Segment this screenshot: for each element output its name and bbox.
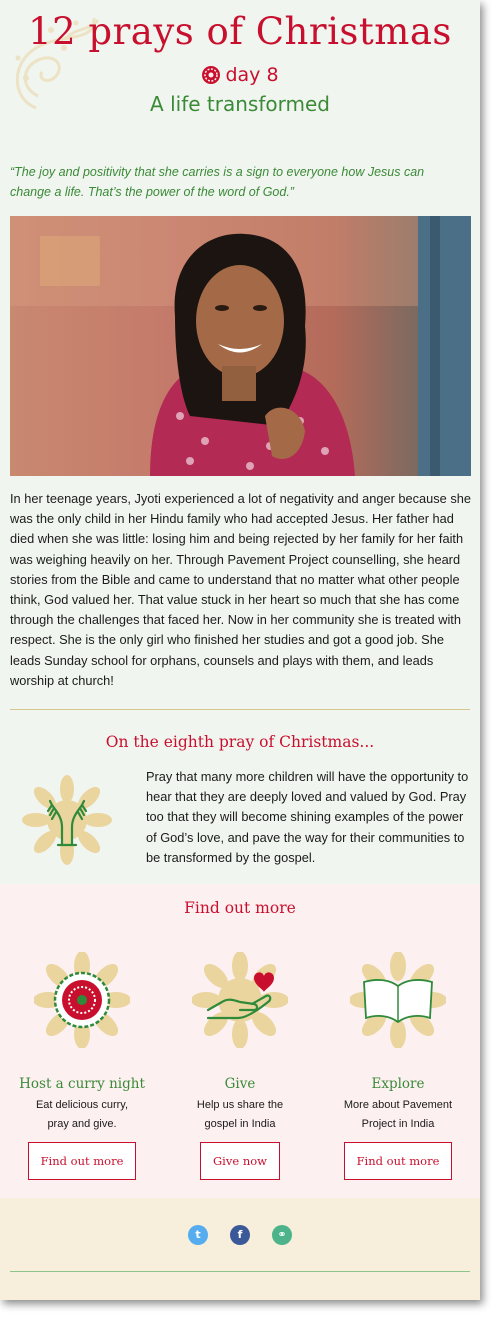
footer <box>0 1198 480 1300</box>
column-description-line: Eat delicious curry, <box>35 1099 129 1111</box>
story-subtitle: A life transformed <box>150 92 330 116</box>
twitter-icon[interactable]: t <box>188 1225 208 1245</box>
column-title: Give <box>224 1076 256 1092</box>
header <box>0 0 480 148</box>
portrait-illustration <box>10 216 471 476</box>
give-now-button[interactable]: Give now <box>200 1142 280 1180</box>
column-title: Host a curry night <box>19 1076 145 1092</box>
prayer-text: Pray that many more children will have the opportunity to hear that they are deeply loved and valued by God. Pray too that they will become shining examples of the power of God’s love, and pave the way for their communities to be transformed by the gospel. <box>146 769 469 865</box>
column-description-line: Help us share the <box>196 1099 284 1111</box>
column-curry-night <box>2 952 162 1180</box>
find-out-more-heading: Find out more <box>184 899 296 917</box>
curry-find-out-more-button[interactable]: Find out more <box>28 1142 137 1180</box>
column-explore <box>318 952 478 1180</box>
quote: “The joy and positivity that she carries is a sign to everyone how Jesus can change a life. That’s the power of the word of God.” <box>10 165 425 199</box>
footer-divider <box>10 1271 470 1272</box>
pray-heading: On the eighth pray of Christmas... <box>105 733 375 751</box>
column-description-line: gospel in India <box>204 1118 276 1130</box>
story-text: In her teenage years, Jyoti experienced a lot of negativity and anger because she was the only child in her Hindu family who had accepted Jesus. Her father had died when she was little: losing him and being rejected by her family for her faith was weighing heavily on her. Through Pavement Project counselling, she heard stories from the Bible and came to understand that no matter what other people think, God valued her. That value stuck in her heart so much that she has come through the challenges that faced her. Now in her community she is treated with respect. She is the only girl who finished her studies and got a good job. She leads Sunday school for orphans, counsels and plays with them, and leads worship at church! <box>10 491 471 688</box>
explore-find-out-more-button[interactable]: Find out more <box>344 1142 453 1180</box>
day-label: day 8 <box>225 64 279 86</box>
jyoti-photo <box>10 216 471 476</box>
column-description <box>2 1096 162 1134</box>
link-icon[interactable]: ⚭ <box>272 1225 292 1245</box>
column-description-line: pray and give. <box>47 1118 117 1130</box>
column-give <box>160 952 320 1180</box>
open-book-icon <box>350 952 446 1048</box>
column-title: Explore <box>371 1076 425 1092</box>
column-description <box>160 1096 320 1134</box>
find-out-more-section <box>0 884 480 1198</box>
curry-plate-icon <box>34 952 130 1048</box>
column-description-line: More about Pavement <box>343 1099 453 1111</box>
hand-heart-icon <box>192 952 288 1048</box>
divider <box>10 709 470 710</box>
page-title: 12 prays of Christmas <box>28 10 452 53</box>
column-description-line: Project in India <box>361 1118 435 1130</box>
day-indicator <box>0 64 480 86</box>
column-description <box>318 1096 478 1134</box>
flower-icon <box>201 65 221 85</box>
facebook-icon[interactable]: f <box>230 1225 250 1245</box>
social-links <box>0 1225 480 1245</box>
praying-hands-icon <box>22 775 112 865</box>
